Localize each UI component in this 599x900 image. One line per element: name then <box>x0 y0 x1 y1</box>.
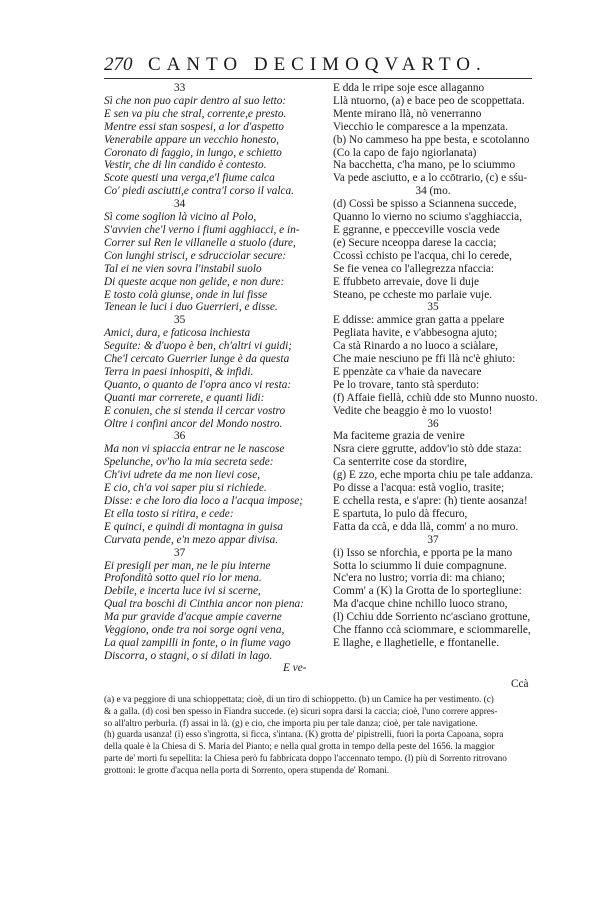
italian-verse-line: La qual zampilli in fonte, o in fiume vago <box>104 636 291 649</box>
italian-verse-line: Mentre essi stan sospesi, a lor d'aspetto <box>104 120 284 133</box>
neapolitan-verse-line: E ffubbeto arrevaie, dove li duje <box>333 275 479 288</box>
italian-verse-line: Vestir, che di lin candido è contesto. <box>104 159 267 172</box>
neapolitan-verse-line: E ggranne, e ppecceville voscia vede <box>333 223 500 236</box>
footnote-line: grottoni: le grotte d'acqua nella porta di Sorrento, opera stupenda de' Romani. <box>104 764 390 775</box>
neapolitan-column <box>333 82 538 650</box>
neapolitan-verse-line: Pe lo trovare, tanto stà sperduto: <box>333 378 480 391</box>
neapolitan-stanza-number: 34 (mo. <box>415 185 451 198</box>
neapolitan-verse-line: Ccossì cchisto pe l'acqua, chi lo cerede, <box>333 249 512 262</box>
italian-verse-line: Sì che non puo capir dentro al suo letto: <box>104 94 287 107</box>
neapolitan-verse-line: (d) Cossì be spisso a Sciannena succede, <box>333 198 517 211</box>
italian-verse-line: Coronato di faggio, in lungo, e schietto <box>104 146 282 159</box>
right-catchword: Ccà <box>511 678 529 690</box>
neapolitan-verse-line: E cchella resta, e s'apre: (h) tiente aosanza! <box>333 495 528 507</box>
italian-verse-line: Correr sul Ren le villanelle a stuolo (dure, <box>104 236 296 249</box>
italian-verse-line: Profondità sotto quel rio lor mena. <box>104 572 262 585</box>
italian-verse-line: Debile, e incerta luce ivi si scerne, <box>104 585 261 598</box>
neapolitan-verse-line: Na bacchetta, c'ha mano, pe lo sciummo <box>333 159 516 172</box>
neapolitan-verse-line: E spartuta, lo pulo dà ffecuro, <box>333 507 468 520</box>
neapolitan-verse-line: (i) Isso se nforchia, e pporta pe la mano <box>333 546 513 559</box>
neapolitan-verse-line: Viecchio le comparesce a la mpenzata. <box>333 120 508 133</box>
italian-verse-line: Ei presigli per man, ne le piu interne <box>104 559 271 572</box>
canto-title: CANTO DECIMOQVARTO. <box>148 54 487 75</box>
neapolitan-verse-line: Vedite che beaggio è mo lo vuosto! <box>333 404 493 417</box>
footnote-line: & a galla. (d) così ben spesso in Fiandra succede. (e) sicuri sopra darsi la caccia; cioè, l'uno correre appres- <box>104 705 498 716</box>
italian-verse-line: Di queste acque non gelide, e non dure: <box>104 275 285 288</box>
neapolitan-verse-line: (b) No cammeso ha ppe besta, e scotolanno <box>333 133 530 146</box>
neapolitan-stanza-number: 36 <box>427 417 439 430</box>
neapolitan-verse-line: E ddisse: ammice gran gatta a ppelare <box>333 314 505 327</box>
italian-stanza-number: 36 <box>174 430 186 443</box>
neapolitan-verse-line: Quanno lo vierno no sciumo s'agghiaccia, <box>333 211 523 224</box>
italian-verse-line: Sì come soglion là vicino al Polo, <box>104 211 257 224</box>
footnote-line: so all'altro perburla. (f) assai in là. (g) e cio, che importa piu per tale danza; cioè, per tale navigatione. <box>104 717 478 728</box>
neapolitan-verse-line: Nc'era no lustro; vorria di: ma chiano; <box>333 572 506 585</box>
italian-stanza-number: 33 <box>174 82 186 94</box>
italian-verse-line: Et ella tosto si ritira, e cede: <box>104 507 234 520</box>
italian-verse-line: Discorra, o stagni, o si dilati in lago. <box>104 649 273 662</box>
neapolitan-verse-line: E dda le rripe soje esce allaganno <box>333 82 485 94</box>
italian-verse-line: S'avvien che'l verno i fiumi agghiacci, e in- <box>104 223 300 236</box>
italian-verse-line: Tal ei ne vien sovra l'instabil suolo <box>104 262 262 275</box>
italian-verse-line: Che'l cercato Guerrier lunge è da questa <box>104 353 290 366</box>
neapolitan-verse-line: Che maie nesciuno pe ffi llà nc'è ghiuto: <box>333 353 516 366</box>
neapolitan-verse-line: Se fie venea co l'allegrezza nfaccia: <box>333 262 495 275</box>
italian-verse-line: Terra in paesi inhospiti, & infidi. <box>104 365 254 378</box>
italian-verse-line: Curvata pende, e'n mezo appar divisa. <box>104 533 279 546</box>
italian-verse-line: Ch'ivi udrete da me non lievi cose, <box>104 469 261 482</box>
left-catchword: E ve- <box>283 662 307 674</box>
neapolitan-verse-line: Ca senterrite cose da stordire, <box>333 456 467 469</box>
neapolitan-verse-line: (g) E zzo, eche mporta chiu pe tale addanza. <box>333 469 534 482</box>
italian-column <box>104 82 324 663</box>
italian-verse-line: Oltre i confini ancor del Mondo nostro. <box>104 417 283 430</box>
italian-verse-line: Amici, dura, e faticosa inchiesta <box>104 327 251 340</box>
neapolitan-verse-line: Llà ntuorno, (a) e bace peo de scoppettata. <box>333 94 525 107</box>
neapolitan-verse-line: Mente mirano llà, nò venerranno <box>333 107 482 120</box>
neapolitan-verse-line: Pegliata havite, e v'abbesogna ajuto; <box>333 327 498 340</box>
neapolitan-stanza-number: 35 <box>427 301 439 314</box>
page-number: 270 <box>104 54 133 75</box>
footnote-line: (a) e va peggiore di una schioppettata; cioè, di un tiro di schioppetto. (b) un Camice ha per vestimento. (c) <box>104 694 494 704</box>
italian-verse-line: E cio, ch'a voi saper piu si richiede. <box>104 482 267 495</box>
footnote-line: della quale è la Chiesa di S. Maria del Pianto; e nella qual grotta in tempo della peste del 1656. la maggior <box>104 741 495 752</box>
italian-verse-line: E tosto colà giunse, onde in lui fisse <box>104 288 268 301</box>
running-header <box>104 54 534 76</box>
neapolitan-verse-line: Po disse a l'acqua: està voglio, trasite; <box>333 482 505 495</box>
neapolitan-verse-line: (e) Secure nceoppa darese la caccia; <box>333 236 497 249</box>
italian-verse-line: Spelunche, ov'ho la mia secreta sede: <box>104 456 274 469</box>
neapolitan-verse-line: Che ffanno ccà sciommare, e sciommarelle, <box>333 624 531 637</box>
italian-verse-line: Scote questi una verga,e'l fiume calca <box>104 172 275 185</box>
italian-verse-line: Ma pur gravide d'acque ampie caverne <box>104 611 282 624</box>
italian-verse-line: Veggiono, onde tra noi sorge ogni vena, <box>104 624 285 637</box>
neapolitan-verse-line: Nsra ciere ggrutte, addov'io stò dde staza: <box>333 443 522 456</box>
italian-verse-line: Con lunghi strisci, e sdrucciolar secure: <box>104 249 287 262</box>
neapolitan-verse-line: E llaghe, e llaghetielle, e ffontanelle. <box>333 636 500 649</box>
neapolitan-verse-line: (Co la capo de fajo ngiorlanata) <box>333 146 477 159</box>
neapolitan-stanza-number: 37 <box>427 533 439 546</box>
footnote-line: parte de' morti fu sepellita: la Chiesa però fu fabbricata doppo l'accennato tempo. (l) più di Sorrento ritrovano <box>104 752 507 763</box>
neapolitan-verse-line: Ma faciteme grazia de venire <box>333 430 465 443</box>
neapolitan-verse-line: Fatta da ccà, e dda llà, comm' a no muro. <box>333 520 519 533</box>
italian-verse-line: Ma non vi spiaccia entrar ne le nascose <box>104 443 285 456</box>
header-rule <box>104 78 532 79</box>
neapolitan-verse-line: (l) Cchiu dde Sorriento nc'ascìano grottune, <box>333 611 531 624</box>
neapolitan-verse-line: Comm' a (K) la Grotta de lo sportegliune: <box>333 585 522 598</box>
italian-stanza-number: 35 <box>174 314 186 327</box>
neapolitan-verse-line: E ppenzàte ca v'haie da navecare <box>333 365 482 378</box>
italian-verse-line: Seguite: & d'uopo è ben, ch'altri vi guidi; <box>104 340 293 353</box>
neapolitan-verse-line: (f) Affaie fiellà, cchiù dde sto Munno nuosto. <box>333 391 538 404</box>
italian-verse-line: Tenean le luci i duo Guerrieri, e disse. <box>104 301 278 314</box>
italian-stanza-number: 34 <box>174 198 186 211</box>
neapolitan-verse-line: Ca stà Rinardo a no luoco a sciàlare, <box>333 340 499 353</box>
italian-stanza-number: 37 <box>174 546 186 559</box>
italian-verse-line: E conuien, che si stenda il cercar vostro <box>104 404 286 417</box>
italian-verse-line: Quanti mar correrete, e quanti lidi: <box>104 391 265 404</box>
neapolitan-verse-line: Va pede asciutto, e a lo ccōtrario, (c) e sśu- <box>333 172 528 185</box>
italian-verse-line: Quanto, o quanto de l'opra anco vi resta: <box>104 378 292 391</box>
italian-verse-line: Disse: e che loro dia loco a l'acqua impose; <box>104 495 304 507</box>
neapolitan-verse-line: Ma d'acque chine nchillo luoco strano, <box>333 598 508 611</box>
neapolitan-verse-line: Sotta lo sciummo li duie compagnune. <box>333 559 507 572</box>
italian-verse-line: Venerabile appare un vecchio honesto, <box>104 133 279 146</box>
italian-verse-line: Co' piedi asciutti,e contra'l corso il valca. <box>104 185 294 198</box>
italian-verse-line: Qual tra boschi di Cinthia ancor non piena: <box>104 598 304 611</box>
italian-verse-line: E sen va piu che stral, corrente,e presto. <box>104 107 287 120</box>
italian-verse-line: E quinci, e quindi di montagna in guisa <box>104 520 283 533</box>
neapolitan-verse-line: Steano, pe ccheste mo parlaie vuje. <box>333 288 493 301</box>
footnotes <box>104 694 536 777</box>
footnote-line: (h) guarda usanza! (i) esso s'ingrotta, si ficca, s'intana. (K) grotta de' pipistrelli, fuori la porta Capoana, sopra <box>104 729 504 740</box>
